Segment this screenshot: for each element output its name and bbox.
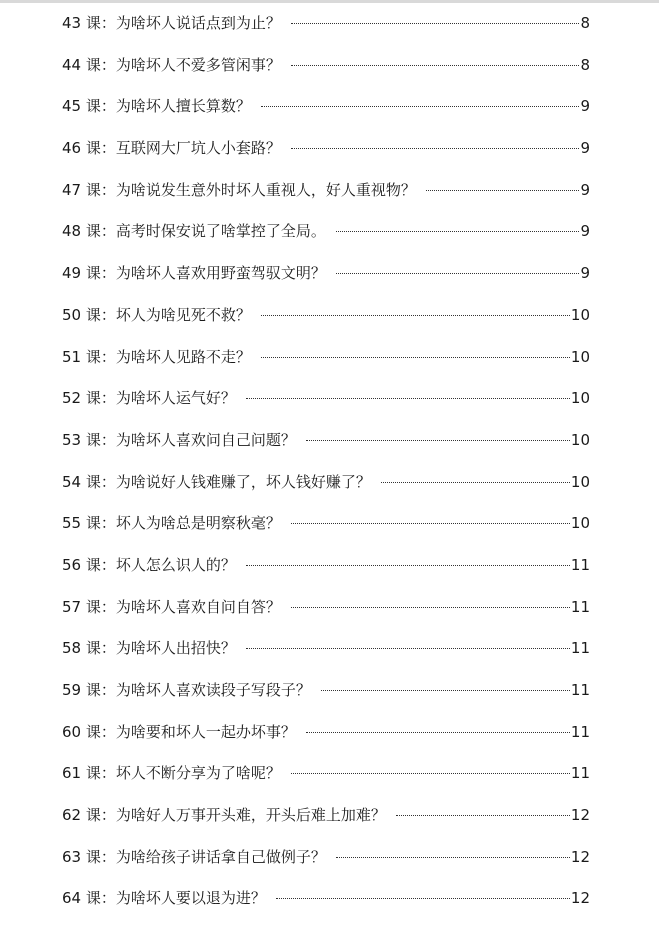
toc-entry[interactable] xyxy=(62,753,590,795)
toc-entry-page-number: 10 xyxy=(570,305,590,324)
dot-leader xyxy=(246,565,570,566)
toc-entry-title: 59 课：为啥坏人喜欢读段子写段子？ xyxy=(62,681,311,699)
toc-entry-title: 48 课：高考时保安说了啥掌控了全局。 xyxy=(62,222,326,241)
toc-entry-title: 50 课：坏人为啥见死不救？ xyxy=(62,305,251,324)
toc-entry-page-number: 11 xyxy=(570,722,590,741)
toc-entry-title: 61 课：坏人不断分享为了啥呢？ xyxy=(62,764,281,783)
toc-entry-title: 51 课：为啥坏人见路不走？ xyxy=(62,347,251,366)
toc-entry[interactable] xyxy=(62,3,590,45)
dot-leader xyxy=(336,231,580,232)
toc-entry-title: 54 课：为啥说好人钱难赚了，坏人钱好赚了？ xyxy=(62,472,371,491)
toc-entry[interactable] xyxy=(62,211,590,253)
toc-entry[interactable] xyxy=(62,545,590,587)
toc-entry-title: 60 课：为啥要和坏人一起办坏事？ xyxy=(62,722,296,741)
toc-entry-page-number: 12 xyxy=(570,847,590,866)
toc-entry[interactable] xyxy=(62,670,590,712)
toc-entry-title: 63 课：为啥给孩子讲话拿自己做例子？ xyxy=(62,847,326,866)
toc-entry-title: 43 课：为啥坏人说话点到为止？ xyxy=(62,14,281,32)
toc-entry-title: 58 课：为啥坏人出招快？ xyxy=(62,639,236,658)
toc-entry-title: 56 课：坏人怎么识人的？ xyxy=(62,555,236,574)
toc-entry[interactable] xyxy=(62,837,590,879)
dot-leader xyxy=(291,148,580,149)
dot-leader xyxy=(261,106,580,107)
toc-entry-page-number: 8 xyxy=(580,14,590,32)
dot-leader xyxy=(291,65,580,66)
toc-entry-title: 53 课：为啥坏人喜欢问自己问题？ xyxy=(62,430,296,449)
toc-entry[interactable] xyxy=(62,86,590,128)
dot-leader xyxy=(246,398,570,399)
toc-entry-page-number: 11 xyxy=(570,681,590,699)
toc-entry-page-number: 11 xyxy=(570,555,590,574)
toc-entry-page-number: 10 xyxy=(570,514,590,533)
toc-entry[interactable] xyxy=(62,128,590,170)
dot-leader xyxy=(336,857,570,858)
dot-leader xyxy=(306,732,570,733)
toc-entry-title: 62 课：为啥好人万事开头难，开头后难上加难？ xyxy=(62,806,386,825)
toc-entry-title: 64 课：为啥坏人要以退为进？ xyxy=(62,889,266,908)
toc-entry[interactable] xyxy=(62,878,590,920)
toc-entry[interactable] xyxy=(62,420,590,462)
toc-entry-page-number: 9 xyxy=(580,139,590,158)
toc-entry-page-number: 11 xyxy=(570,639,590,658)
dot-leader xyxy=(321,690,570,691)
toc-entry-title: 55 课：坏人为啥总是明察秋毫？ xyxy=(62,514,281,533)
toc-entry-page-number: 9 xyxy=(580,180,590,199)
dot-leader xyxy=(306,440,570,441)
toc-entry[interactable] xyxy=(62,378,590,420)
toc-entry[interactable] xyxy=(62,628,590,670)
dot-leader xyxy=(261,315,570,316)
dot-leader xyxy=(396,815,570,816)
toc-entry-page-number: 9 xyxy=(580,97,590,116)
toc-entry-title: 52 课：为啥坏人运气好？ xyxy=(62,389,236,408)
toc-entry-title: 44 课：为啥坏人不爱多管闲事？ xyxy=(62,55,281,74)
toc-entry[interactable] xyxy=(62,712,590,754)
toc-entry-page-number: 9 xyxy=(580,264,590,283)
toc-entry[interactable] xyxy=(62,170,590,212)
dot-leader xyxy=(291,23,580,24)
toc-entry-page-number: 10 xyxy=(570,389,590,408)
toc-entry[interactable] xyxy=(62,795,590,837)
dot-leader xyxy=(426,190,580,191)
toc-entry-title: 57 课：为啥坏人喜欢自问自答？ xyxy=(62,597,281,616)
toc-entry-title: 47 课：为啥说发生意外时坏人重视人，好人重视物？ xyxy=(62,180,416,199)
toc-entry[interactable] xyxy=(62,462,590,504)
toc-entry-page-number: 11 xyxy=(570,597,590,616)
dot-leader xyxy=(246,648,570,649)
toc-entry[interactable] xyxy=(62,45,590,87)
toc-entry-title: 49 课：为啥坏人喜欢用野蛮驾驭文明？ xyxy=(62,264,326,283)
toc-entry-title: 46 课：互联网大厂坑人小套路？ xyxy=(62,139,281,158)
dot-leader xyxy=(336,273,580,274)
toc-entry-page-number: 9 xyxy=(580,222,590,241)
dot-leader xyxy=(291,523,570,524)
toc-entry-page-number: 11 xyxy=(570,764,590,783)
toc-entry-page-number: 10 xyxy=(570,430,590,449)
dot-leader xyxy=(291,773,570,774)
toc-entry[interactable] xyxy=(62,503,590,545)
toc-entry-page-number: 10 xyxy=(570,347,590,366)
table-of-contents xyxy=(62,3,590,920)
dot-leader xyxy=(381,482,570,483)
toc-entry-page-number: 12 xyxy=(570,806,590,825)
dot-leader xyxy=(261,357,570,358)
toc-entry[interactable] xyxy=(62,587,590,629)
toc-entry[interactable] xyxy=(62,253,590,295)
toc-entry-page-number: 10 xyxy=(570,472,590,491)
toc-entry-page-number: 8 xyxy=(580,55,590,74)
toc-entry-title: 45 课：为啥坏人擅长算数？ xyxy=(62,97,251,116)
dot-leader xyxy=(291,607,570,608)
toc-entry-page-number: 12 xyxy=(570,889,590,908)
toc-entry[interactable] xyxy=(62,337,590,379)
dot-leader xyxy=(276,898,570,899)
toc-entry[interactable] xyxy=(62,295,590,337)
